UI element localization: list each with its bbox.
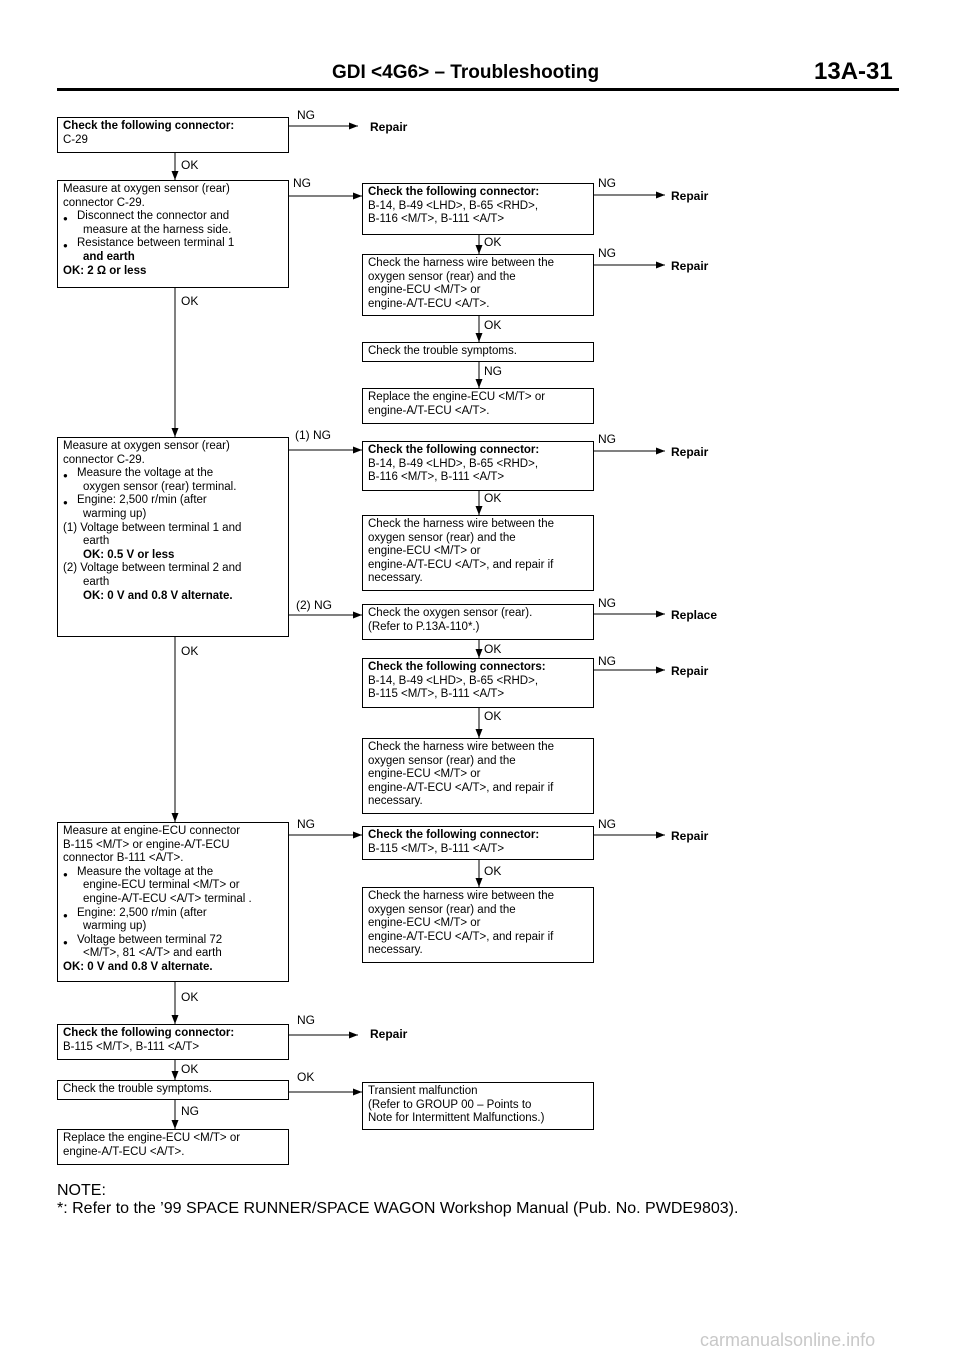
flow-box-line: engine-ECU <M/T> or [368, 545, 481, 558]
arrow-head [656, 192, 665, 199]
flow-box-line: earth [83, 575, 110, 588]
flow-box-line: connector B-111 <A/T>. [63, 852, 184, 865]
flow-box-r11 [362, 887, 594, 963]
branch-label: OK [181, 644, 199, 658]
branch-label: NG [598, 246, 616, 260]
flow-box-line: engine-A/T-ECU <A/T>, and repair if [368, 781, 554, 794]
flow-box-line: Transient malfunction [368, 1085, 478, 1097]
flow-box-line: oxygen sensor (rear) and the [368, 754, 516, 767]
flow-box-b1 [57, 117, 289, 153]
flow-box-line: Check the harness wire between the [368, 890, 555, 902]
flow-box-line: B-14, B-49 <LHD>, B-65 <RHD>, [368, 199, 539, 212]
flow-box-r12 [362, 1082, 594, 1130]
flow-box-line: ● Engine: 2,500 r/min (after [63, 494, 283, 508]
flow-box-b5 [57, 1024, 289, 1060]
arrow-head [172, 428, 179, 437]
branch-label: OK [484, 864, 502, 878]
branch-label: OK [484, 642, 502, 656]
watermark: carmanualsonline.info [700, 1330, 876, 1350]
arrow-head [476, 379, 483, 388]
branch-label: NG [297, 1013, 315, 1027]
branch-label: NG [484, 364, 502, 378]
flow-box-line: engine-A/T-ECU <A/T>. [368, 404, 490, 417]
flow-box-b7 [57, 1129, 289, 1165]
arrow-head [349, 1032, 358, 1039]
flow-box-line: Check the following connector: [368, 829, 540, 841]
flow-box-line: OK: 0 V and 0.8 V alternate. [83, 589, 233, 602]
flow-box-line: connector C-29. [63, 453, 145, 466]
flow-box-line: Replace the engine-ECU <M/T> or [63, 1132, 241, 1144]
branch-label: OK [297, 1070, 315, 1084]
arrow-head [353, 612, 362, 619]
flow-box-line: B-115 <M/T>, B-111 <A/T> [368, 688, 505, 701]
flow-box-line: connector C-29. [63, 196, 145, 209]
flow-box-line: <M/T>, 81 <A/T> and earth [83, 947, 222, 960]
arrow-head [353, 193, 362, 200]
flow-box-line: Check the following connectors: [368, 661, 546, 673]
outcome-label: Repair [370, 1027, 408, 1041]
flow-box-line: warming up) [83, 920, 147, 933]
flow-box-b3 [57, 437, 289, 637]
arrow-head [353, 832, 362, 839]
flow-box-line: Check the harness wire between the [368, 741, 555, 753]
flow-box-line: engine-ECU <M/T> or [368, 284, 481, 297]
flow-box-line: Note for Intermittent Malfunctions.) [368, 1112, 545, 1125]
arrow-head [172, 1015, 179, 1024]
arrow-head [476, 245, 483, 254]
flow-box-r6 [362, 515, 594, 591]
flow-box-line: B-14, B-49 <LHD>, B-65 <RHD>, [368, 674, 539, 687]
flow-box-b2 [57, 180, 289, 288]
flow-box-line: and earth [83, 250, 135, 263]
flow-box-line: necessary. [368, 944, 423, 957]
outcome-label: Repair [370, 120, 408, 134]
flow-box-r4 [362, 388, 594, 424]
flow-box-line: Check the harness wire between the [368, 518, 555, 530]
flow-box-line: B-14, B-49 <LHD>, B-65 <RHD>, [368, 457, 539, 470]
arrow-head [172, 1071, 179, 1080]
branch-label: OK [484, 235, 502, 249]
flow-box-line: OK: 0 V and 0.8 V alternate. [63, 960, 213, 973]
flow-box-b6 [57, 1080, 289, 1100]
branch-label: NG [598, 176, 616, 190]
arrow-head [656, 667, 665, 674]
arrow-head [476, 506, 483, 515]
flow-box-line: earth [83, 535, 110, 548]
flow-box-line: Check the oxygen sensor (rear). [368, 607, 533, 619]
flow-box-line: engine-ECU terminal <M/T> or [83, 879, 240, 892]
arrow-head [476, 333, 483, 342]
flow-box-line: Check the harness wire between the [368, 257, 555, 269]
flow-box-line: engine-A/T-ECU <A/T>, and repair if [368, 558, 554, 571]
flow-box-line: (Refer to GROUP 00 – Points to [368, 1098, 532, 1111]
flow-box-r7 [362, 604, 594, 640]
flow-box-line: Replace the engine-ECU <M/T> or [368, 391, 546, 403]
flow-box-r8 [362, 658, 594, 708]
flow-box-r1 [362, 183, 594, 235]
flow-box-line: engine-A/T-ECU <A/T> terminal . [83, 892, 252, 905]
flow-box-line: Measure at engine-ECU connector [63, 825, 241, 837]
flow-box-line: C-29 [63, 133, 88, 146]
page-title: GDI <4G6> – Troubleshooting [332, 62, 600, 83]
arrow-head [172, 1120, 179, 1129]
flow-box-line: B-115 <M/T> or engine-A/T-ECU [63, 838, 230, 851]
flow-box-line: ● Measure the voltage at the [63, 866, 283, 880]
arrow-head [172, 171, 179, 180]
flow-box-line: (2) Voltage between terminal 2 and [63, 562, 242, 575]
flow-box-line: necessary. [368, 795, 423, 808]
page-number: 13A-31 [814, 58, 893, 85]
flow-box-r9 [362, 738, 594, 814]
outcome-label: Repair [671, 664, 709, 678]
note-heading: NOTE: [57, 1182, 106, 1199]
branch-label: NG [181, 1104, 199, 1118]
arrow-head [656, 262, 665, 269]
flow-box-line: necessary. [368, 572, 423, 585]
flow-box-line: OK: 0.5 V or less [83, 548, 175, 561]
arrow-head [172, 813, 179, 822]
branch-label: (2) NG [296, 598, 332, 612]
arrow-head [656, 448, 665, 455]
flow-box-line: ● Resistance between terminal 1 [63, 237, 283, 251]
flow-box-line: OK: 2 Ω or less [63, 264, 147, 277]
flow-box-line: ● Measure the voltage at the [63, 467, 283, 481]
flow-box-r3 [362, 342, 594, 362]
flow-box-line: engine-A/T-ECU <A/T>. [63, 1145, 185, 1158]
flow-box-line: ● Engine: 2,500 r/min (after [63, 907, 283, 921]
flow-box-line: Check the following connector: [368, 444, 540, 456]
arrow-head [656, 832, 665, 839]
arrow-head [656, 611, 665, 618]
branch-label: NG [598, 817, 616, 831]
arrow-head [476, 729, 483, 738]
flow-box-line: Measure at oxygen sensor (rear) [63, 183, 230, 195]
arrow-head [476, 878, 483, 887]
branch-label: OK [484, 491, 502, 505]
flow-box-line: Check the following connector: [63, 1027, 235, 1039]
flow-box-line: oxygen sensor (rear) and the [368, 903, 516, 916]
outcome-label: Replace [671, 608, 718, 622]
flow-box-b4 [57, 822, 289, 982]
flow-box-line: B-116 <M/T>, B-111 <A/T> [368, 471, 505, 484]
branch-label: OK [181, 158, 199, 172]
flow-box-line: oxygen sensor (rear) and the [368, 270, 516, 283]
flow-box-line: (Refer to P.13A-110*.) [368, 620, 480, 633]
branch-label: NG [598, 432, 616, 446]
outcome-label: Repair [671, 445, 709, 459]
flow-box-line: Check the following connector: [63, 120, 235, 132]
flow-box-line: Check the trouble symptoms. [63, 1083, 212, 1095]
branch-label: OK [181, 1062, 199, 1076]
branch-label: OK [484, 709, 502, 723]
flow-box-line: warming up) [83, 507, 147, 520]
flow-box-line: oxygen sensor (rear) terminal. [83, 480, 237, 493]
flow-box-line: (1) Voltage between terminal 1 and [63, 521, 242, 534]
flow-box-line: engine-A/T-ECU <A/T>, and repair if [368, 930, 554, 943]
outcome-label: Repair [671, 259, 709, 273]
arrow-head [349, 123, 358, 130]
flow-box-line: ● Disconnect the connector and [63, 210, 283, 224]
flow-box-line: measure at the harness side. [83, 223, 232, 236]
branch-label: NG [293, 176, 311, 190]
flow-box-line: Check the trouble symptoms. [368, 345, 517, 357]
branch-label: NG [598, 596, 616, 610]
flow-box-line: engine-ECU <M/T> or [368, 917, 481, 930]
flow-box-r10 [362, 826, 594, 860]
outcome-label: Repair [671, 829, 709, 843]
outcome-label: Repair [671, 189, 709, 203]
flow-box-line: oxygen sensor (rear) and the [368, 531, 516, 544]
flow-box-line: B-115 <M/T>, B-111 <A/T> [63, 1040, 200, 1053]
arrow-head [353, 1089, 362, 1096]
arrow-head [353, 447, 362, 454]
flow-box-line: B-115 <M/T>, B-111 <A/T> [368, 842, 505, 855]
branch-label: OK [181, 294, 199, 308]
flow-box-line: engine-ECU <M/T> or [368, 768, 481, 781]
flow-box-line: B-116 <M/T>, B-111 <A/T> [368, 213, 505, 226]
branch-label: OK [181, 990, 199, 1004]
branch-label: NG [297, 108, 315, 122]
flow-box-r5 [362, 441, 594, 491]
flow-box-r2 [362, 254, 594, 316]
branch-label: NG [598, 654, 616, 668]
branch-label: NG [297, 817, 315, 831]
flow-box-line: Check the following connector: [368, 186, 540, 198]
note-text: *: Refer to the ’99 SPACE RUNNER/SPACE WAGON Workshop Manual (Pub. No. PWDE9803). [57, 1200, 739, 1217]
branch-label: (1) NG [295, 428, 331, 442]
flow-box-line: engine-A/T-ECU <A/T>. [368, 297, 490, 310]
arrow-head [476, 649, 483, 658]
branch-label: OK [484, 318, 502, 332]
flow-box-line: Measure at oxygen sensor (rear) [63, 440, 230, 452]
flow-box-line: ● Voltage between terminal 72 [63, 934, 283, 948]
